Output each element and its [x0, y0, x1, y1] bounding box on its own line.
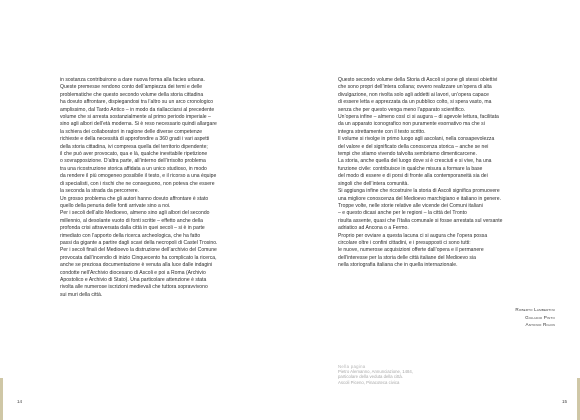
page-number-right: 15	[562, 399, 568, 404]
text-line: quello della penuria delle fonti arrivate sino a noi.	[60, 202, 171, 209]
text-line: Apostolico e Archivio di Stato). Una particolare attenzione è stata	[60, 276, 207, 283]
text-line: o sovrapposizione. D’altra parte, all’interno dell’irrisolto problema	[60, 158, 206, 165]
caption-line: Pietro Alemanno, Annunciazione, 1484,	[338, 369, 414, 375]
text-line: provocata dall’incendio di inizio Cinquecento ha complicato la ricerca,	[60, 254, 217, 261]
image-caption	[338, 364, 448, 385]
text-line: risulta assente, quasi che l’Italia comunale si fosse arrestata sul versante	[338, 217, 503, 224]
text-line: Si aggiunga infine che ricostruire la storia di Ascoli significa promuovere	[338, 188, 500, 195]
author-signatures	[470, 306, 555, 329]
text-line: del modo di essere e di porsi di fronte alla contemporaneità sia dei	[338, 173, 488, 180]
text-line: rivolta alle numerose iscrizioni medievali che tuttora sopravvivono	[60, 284, 208, 291]
text-line: del valore e del significato della conoscenza storica – anche se nei	[338, 143, 489, 150]
text-line: amplissimo, dal Tardo Antico – in modo da riallacciarsi al precedente	[60, 106, 215, 113]
text-line: senza che per questo venga meno l’apparato scientifico.	[338, 106, 466, 113]
caption-line: particolare della veduta della città.	[338, 374, 403, 380]
text-line: volume che si arresta sostanzialmente al primo periodo imperiale –	[60, 114, 211, 121]
text-line: Queste premesse rendono conto dell’ampiezza dei temi e delle	[60, 84, 203, 91]
text-line: adriatico ad Ancona o a Fermo.	[338, 225, 409, 232]
text-line: Proprio per ovviare a questa lacuna ci si augura che l’opera possa	[338, 232, 488, 239]
signature: Roberto Lambertini	[515, 307, 555, 312]
text-line: una migliore conoscenza del Medioevo marchigiano e italiano in genere.	[338, 195, 501, 202]
text-line: della storia cittadina, ivi compresa quella del territorio dipendente;	[60, 143, 208, 150]
signature: Giuliano Pinto	[525, 314, 555, 320]
text-line: Il volume si rivolge in primo luogo agli ascolani, nella consapevolezza	[338, 136, 495, 143]
text-line: condotte nell’Archivio diocesano di Ascoli e poi a Roma (Archivio	[60, 269, 206, 276]
text-line: le nuove, numerose acquisizioni offerte dall’opera e il permanere	[338, 247, 484, 254]
text-line: la schiera dei collaboratori in ragione delle diverse competenze	[60, 128, 203, 135]
text-line: millennio, al desolante vuoto di fonti scritte – effetto anche della	[60, 217, 203, 224]
text-line: nella storiografia italiana che in quella internazionale.	[338, 262, 458, 269]
text-line: da rendere il più omogeneo possibile il testo, e il ricorso a una équipe	[60, 173, 217, 180]
text-line: passi da gigante a partire dagli scavi della necropoli di Castel Trosino.	[60, 239, 218, 246]
text-line: singoli che dell’intera comunità.	[338, 180, 409, 187]
text-line: sino agli albori dell’età moderna. Si è reso necessario quindi allargare	[60, 121, 217, 128]
text-line: tempi che stiamo vivendo talvolta sembriamo dimenticarcene.	[338, 151, 477, 158]
text-line: che sono propri dell’intera collana; ovvero realizzare un’opera di alta	[338, 84, 492, 91]
text-line: divulgazione, non rivolta solo agli addetti ai lavori, un’opera capace	[338, 91, 489, 98]
text-line: funzione civile: contribuisce in qualche misura a formare la base	[338, 165, 483, 172]
left-body-text	[60, 77, 260, 299]
right-body-text	[338, 77, 540, 270]
text-line: ha dovuto affrontare, dispiegandosi tra l’altro su un arco cronologico	[60, 99, 214, 106]
text-line: di specialisti, con i rischi che ne conseguono, non poteva che essere	[60, 180, 215, 187]
caption-label: Nella pagina	[338, 364, 366, 369]
text-line: Per i secoli dell’alto Medioevo, almeno sino agli albori del secondo	[60, 210, 210, 217]
text-line: – e questo dicasi anche per le regioni – la città del Tronto	[338, 210, 467, 217]
page-number-left: 14	[17, 399, 23, 404]
text-line: problematiche che questo secondo volume della storia cittadina	[60, 91, 204, 98]
text-line: integra strettamente con il testo scritto.	[338, 128, 426, 135]
text-line: sui muri della città.	[60, 291, 103, 298]
text-line: Questo secondo volume della Storia di Ascoli si pone gli stessi obiettivi	[338, 77, 498, 83]
page-edge-marker	[0, 378, 3, 420]
text-line: richieste e della necessità di approfondire a 360 gradi i vari aspetti	[60, 136, 210, 143]
text-line: rimediato con l’apporto della ricerca archeologica, che ha fatto	[60, 232, 201, 239]
text-line: Un grosso problema che gli autori hanno dovuto affrontare è stato	[60, 195, 209, 202]
text-line: profonda crisi attraversata dalla città in quei secoli – si è in parte	[60, 225, 205, 232]
text-line: da un apparato iconografico non puramente esornativo ma che si	[338, 121, 485, 128]
text-line: dell’interesse per la storia delle città italiane del Medioevo sia	[338, 254, 476, 261]
text-line: di essere letta e apprezzata da un pubblico colto, si spera vasto, ma	[338, 99, 492, 106]
text-line: il che può aver provocato, qua e là, qualche inevitabile ripetizione	[60, 151, 208, 158]
text-line: anche se preziosa documentazione è venuta alla luce dalle indagini	[60, 262, 213, 269]
signature: Antonio Rigon	[525, 322, 555, 328]
right-page	[290, 0, 580, 420]
text-line: Troppe volte, nelle storie relative alle vicende dei Comuni italiani	[338, 202, 483, 209]
text-line: la seconda la strada da percorrere.	[60, 188, 139, 195]
text-line: in sostanza contribuirono a dare nuova forma alla facies urbana.	[60, 77, 205, 83]
text-line: La storia, anche quella del luogo dove si è cresciuti e si vive, ha una	[338, 158, 492, 165]
text-line: Un’opera infine – almeno così ci si augura – di agevole lettura, facilitata	[338, 114, 499, 121]
text-line: circolare oltre i confini cittadini, e i presupposti ci sono tutti:	[338, 239, 471, 246]
text-line: tra una ricostruzione storica affidata a un unico studioso, in modo	[60, 165, 207, 172]
caption-line: Ascoli Piceno, Pinacoteca civica	[338, 379, 400, 385]
text-line: Per i secoli finali del Medioevo la distruzione dell’archivio del Comune	[60, 247, 217, 254]
